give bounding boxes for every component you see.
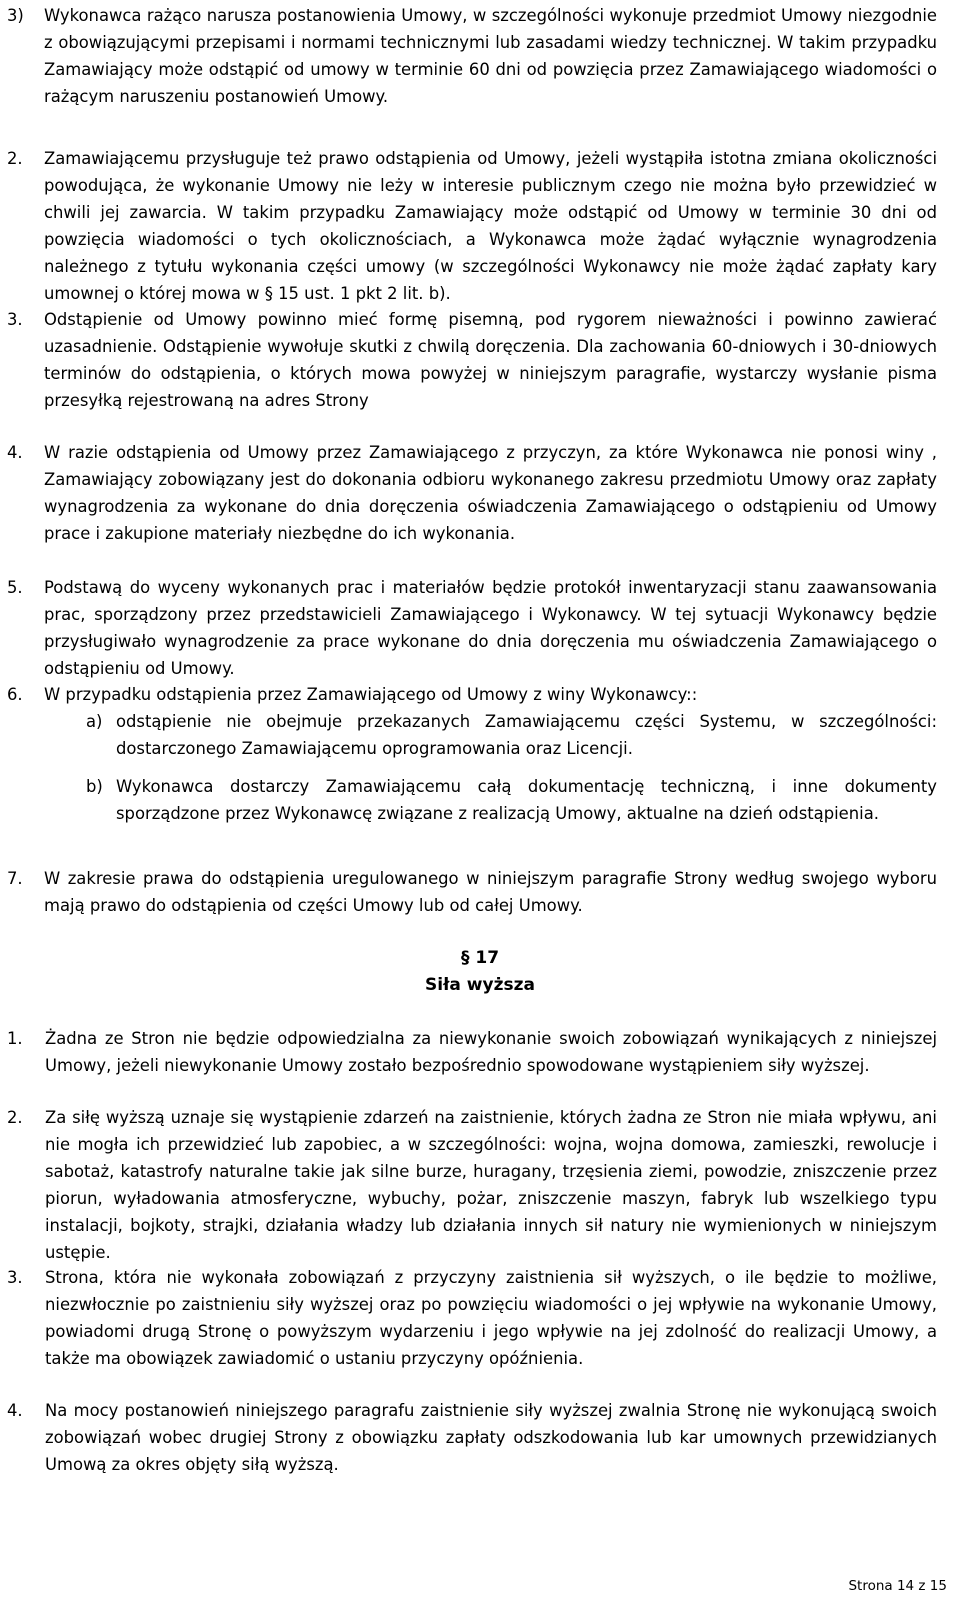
sub-item-letter: a) [86, 712, 103, 731]
item-number: 7. [7, 869, 23, 888]
list-item [7, 1397, 937, 1478]
list-item [7, 1264, 937, 1372]
item-text: Na mocy postanowień niniejszego paragrafu zaistnienie siły wyższej zwalnia Stronę nie wykonującą swoich zobowiązań wobec drugiej Strony z obowiązku zapłaty odszkodowania lub kar umownych przewidzianych Umową za okres objęty siłą wyższą. [45, 1401, 937, 1474]
sub-list-item [86, 773, 937, 827]
list-item [7, 2, 937, 110]
sub-item-text: Wykonawca dostarczy Zamawiającemu całą dokumentację techniczną, i inne dokumenty sporządzone przez Wykonawcę związane z realizacją Umowy, aktualne na dzień odstąpienia. [116, 777, 937, 823]
list-item [7, 865, 937, 919]
sub-item-text: odstąpienie nie obejmuje przekazanych Zamawiającemu części Systemu, w szczególności: dostarczonego Zamawiającemu oprogramowania oraz Licencji. [116, 712, 937, 758]
list-item [7, 306, 937, 414]
item-number: 3. [7, 1268, 23, 1287]
list-item [7, 681, 937, 708]
list-item [7, 1104, 937, 1266]
item-text: W zakresie prawa do odstąpienia uregulowanego w niniejszym paragrafie Strony według swojego wyboru mają prawo do odstąpienia od części Umowy lub od całej Umowy. [44, 869, 937, 915]
page-number: Strona 14 z 15 [848, 1578, 947, 1594]
item-text: Strona, która nie wykonała zobowiązań z przyczyny zaistnienia sił wyższych, o ile będzie to możliwe, niezwłocznie po zaistnieniu siły wyższej oraz po powzięciu wiadomości o jej wpływie na wykonanie Umowy, powiadomi drugą Stronę o powyższym wydarzeniu i jego wpływie na jej zdolność do realizacji Umowy, a także ma obowiązek zawiadomić o ustaniu przyczyny opóźnienia. [45, 1268, 937, 1368]
item-number: 3. [7, 310, 23, 329]
item-text: Podstawą do wyceny wykonanych prac i materiałów będzie protokół inwentaryzacji stanu zaawansowania prac, sporządzony przez przedstawicieli Zamawiającego i Wykonawcy. W tej sytuacji Wykonawcy będzie przysługiwało wynagrodzenie za prace wykonane do dnia doręczenia mu oświadczenia Zamawiającego o odstąpieniu od Umowy. [44, 578, 937, 678]
item-text: W przypadku odstąpienia przez Zamawiającego od Umowy z winy Wykonawcy:: [44, 685, 698, 704]
item-number: 6. [7, 685, 23, 704]
sub-list-item [86, 708, 937, 762]
item-number: 5. [7, 578, 23, 597]
item-number: 1. [7, 1029, 23, 1048]
item-number: 3) [7, 6, 24, 25]
item-text: W razie odstąpienia od Umowy przez Zamawiającego z przyczyn, za które Wykonawca nie ponosi winy , Zamawiający zobowiązany jest do dokonania odbioru wykonanego zakresu przedmiotu Umowy oraz zapłaty wynagrodzenia za wykonane do dnia doręczenia oświadczenia Zamawiającego o odstąpieniu od Umowy prace i zakupione materiały niezbędne do ich wykonania. [44, 443, 937, 543]
sub-item-letter: b) [86, 777, 103, 796]
item-text: Zamawiającemu przysługuje też prawo odstąpienia od Umowy, jeżeli wystąpiła istotna zmiana okoliczności powodująca, że wykonanie Umowy nie leży w interesie publicznym czego nie można było przewidzieć w chwili jej zawarcia. W takim przypadku Zamawiający może odstąpić od Umowy w terminie 30 dni od powzięcia wiadomości o tych okolicznościach, a Wykonawca może żądać wyłącznie wynagrodzenia należnego z tytułu wykonania części umowy (w szczególności Wykonawcy nie może żądać zapłaty kary umownej o której mowa w § 15 ust. 1 pkt 2 lit. b). [44, 149, 937, 303]
item-text: Żadna ze Stron nie będzie odpowiedzialna za niewykonanie swoich zobowiązań wynikających z niniejszej Umowy, jeżeli niewykonanie Umowy zostało bezpośrednio spowodowane wystąpieniem siły wyższej. [45, 1029, 937, 1075]
item-number: 2. [7, 149, 23, 168]
item-text: Wykonawca rażąco narusza postanowienia Umowy, w szczególności wykonuje przedmiot Umowy niezgodnie z obowiązującymi przepisami i normami technicznymi lub zasadami wiedzy technicznej. W takim przypadku Zamawiający może odstąpić od umowy w terminie 60 dni od powzięcia przez Zamawiającego wiadomości o rażącym naruszeniu postanowień Umowy. [44, 6, 937, 106]
list-item [7, 145, 937, 307]
list-item [7, 574, 937, 682]
list-item [7, 439, 937, 547]
item-text: Odstąpienie od Umowy powinno mieć formę pisemną, pod rygorem nieważności i powinno zawierać uzasadnienie. Odstąpienie wywołuje skutki z chwilą doręczenia. Dla zachowania 60-dniowych i 30-dniowych terminów do odstąpienia, o których mowa powyżej w niniejszym paragrafie, wystarczy wysłanie pisma przesyłką rejestrowaną na adres Strony [44, 310, 937, 410]
item-text: Za siłę wyższą uznaje się wystąpienie zdarzeń na zaistnienie, których żadna ze Stron nie miała wpływu, ani nie mogła ich przewidzieć lub zapobiec, a w szczególności: wojna, wojna domowa, zamieszki, rewolucje i sabotaż, katastrofy naturalne takie jak silne burze, huragany, trzęsienia ziemi, powodzie, zniszczenie przez piorun, wyładowania atmosferyczne, wybuchy, pożar, zniszczenie maszyn, fabryk lub wszelkiego typu instalacji, bojkoty, strajki, działania władzy lub działania innych sił natury nie wymienionych w niniejszym ustępie. [45, 1108, 937, 1262]
item-number: 4. [7, 1401, 23, 1420]
item-number: 2. [7, 1108, 23, 1127]
item-number: 4. [7, 443, 23, 462]
list-item [7, 1025, 937, 1079]
section-number: § 17 [460, 948, 500, 968]
section-title: Siła wyższa [425, 975, 535, 995]
